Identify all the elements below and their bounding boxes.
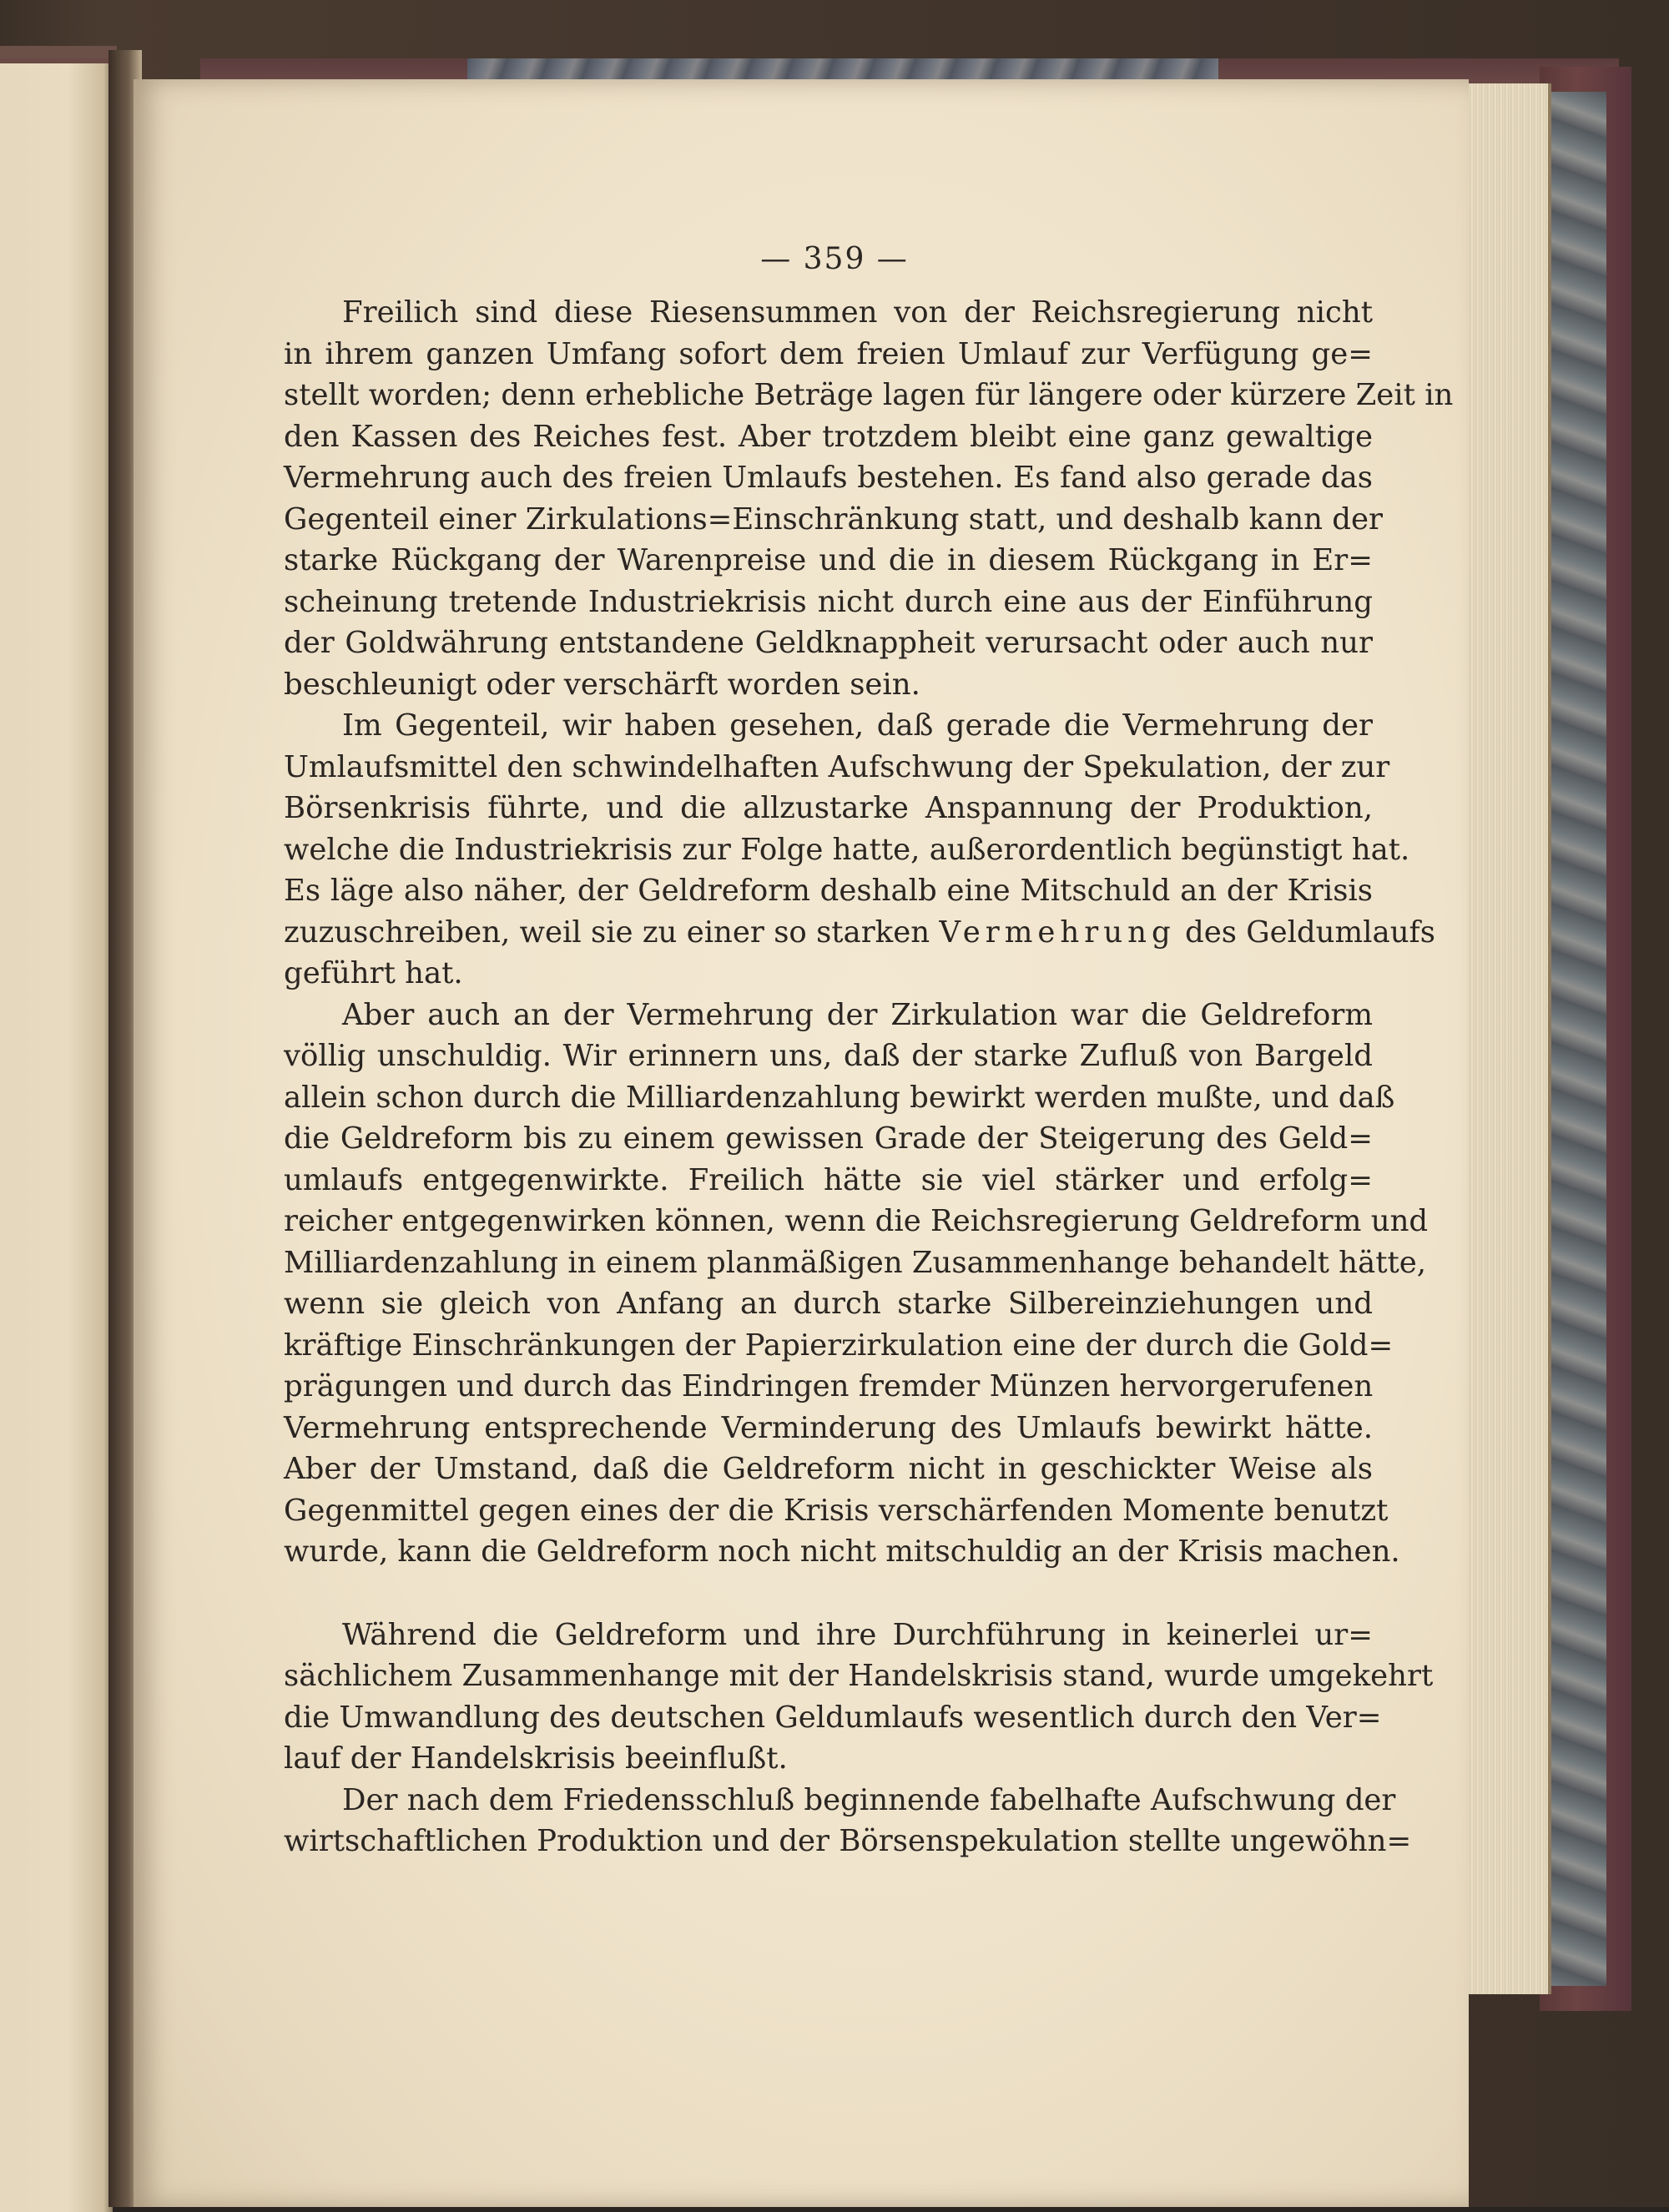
text-line: wirtschaftlichen Produktion und der Börsenspekulation stellte ungewöhn= <box>284 1824 1412 1858</box>
text-line: Während die Geldreform und ihre Durchführung in keinerlei ur= <box>342 1617 1373 1652</box>
text-line: wenn sie gleich von Anfang an durch starke Silbereinziehungen und <box>284 1287 1373 1321</box>
paragraph <box>284 1780 1412 1862</box>
text-line: umlaufs entgegenwirkte. Freilich hätte sie viel stärker und erfolg= <box>284 1162 1373 1197</box>
text-line: Börsenkrisis führte, und die allzustarke Anspannung der Produktion, <box>284 791 1373 825</box>
text-line: welche die Industriekrisis zur Folge hatte, außerordentlich begünstigt hat. <box>284 832 1410 867</box>
text-line: reicher entgegenwirken können, wenn die Reichsregierung Geldreform und <box>284 1204 1429 1238</box>
text-line: Gegenteil einer Zirkulations=Einschränkung statt, und deshalb kann der <box>284 501 1383 537</box>
text-line: die Geldreform bis zu einem gewissen Grade der Steigerung des Geld= <box>284 1121 1373 1156</box>
paragraph <box>284 995 1429 1573</box>
text-line: Aber auch an der Vermehrung der Zirkulation war die Geldreform <box>342 997 1373 1032</box>
text-line: Umlaufsmittel den schwindelhaften Aufschwung der Spekulation, der zur <box>284 749 1390 784</box>
text-line: allein schon durch die Milliardenzahlung bewirkt werden mußte, und daß <box>284 1080 1395 1115</box>
previous-page-edge <box>0 58 113 2212</box>
text-line: prägungen und durch das Eindringen fremder Münzen hervorgerufenen <box>284 1369 1374 1403</box>
text-line: Aber der Umstand, daß die Geldreform nicht in geschickter Weise als <box>284 1452 1373 1486</box>
text-line: in ihrem ganzen Umfang sofort dem freien Umlauf zur Verfügung ge= <box>284 336 1373 371</box>
text-line: der Goldwährung entstandene Geldknappheit verursacht oder auch nur <box>284 626 1373 660</box>
emphasized-word: Vermehrung <box>939 915 1176 950</box>
text-line: sächlichem Zusammenhange mit der Handelskrisis stand, wurde umgekehrt <box>284 1659 1434 1693</box>
paragraph <box>284 1615 1434 1780</box>
text-line: Vermehrung entsprechende Verminderung des Umlaufs bewirkt hätte. <box>284 1410 1373 1445</box>
page-text <box>284 292 1454 1862</box>
text-line: Es läge also näher, der Geldreform deshalb eine Mitschuld an der Krisis <box>284 874 1373 908</box>
text-line: geführt hat. <box>284 956 463 990</box>
text-line: starke Rückgang der Warenpreise und die in diesem Rückgang in Er= <box>284 543 1373 577</box>
paragraph <box>284 292 1454 705</box>
text-line: Vermehrung auch des freien Umlaufs bestehen. Es fand also gerade das <box>284 461 1373 495</box>
text-line: Gegenmittel gegen eines der die Krisis verschärfenden Momente benutzt <box>284 1493 1389 1528</box>
text-line: kräftige Einschränkungen der Papierzirkulation eine der durch die Gold= <box>284 1328 1394 1363</box>
text-line: stellt worden; denn erhebliche Beträge lagen für längere oder kürzere Zeit in <box>284 378 1454 412</box>
page-block-edges <box>1456 83 1551 1994</box>
text-line: lauf der Handelskrisis beeinflußt. <box>284 1741 788 1776</box>
marbled-paper-right <box>1548 92 1606 1986</box>
text-line: Freilich sind diese Riesensummen von der Reichsregierung nicht <box>342 295 1373 330</box>
text-line: Im Gegenteil, wir haben gesehen, daß gerade die Vermehrung der <box>342 708 1373 743</box>
section-gap <box>284 1573 1373 1615</box>
text-line: Milliardenzahlung in einem planmäßigen Zusammenhange behandelt hätte, <box>284 1245 1427 1280</box>
book-page <box>134 79 1469 2207</box>
text-line: den Kassen des Reiches fest. Aber trotzdem bleibt eine ganz gewaltige <box>284 419 1373 454</box>
text-line: zuzuschreiben, weil sie zu einer so starken Vermehrung des Geldumlaufs <box>284 915 1435 950</box>
text-line: beschleunigt oder verschärft worden sein. <box>284 667 920 702</box>
text-line: Der nach dem Friedensschluß beginnende fabelhafte Aufschwung der <box>342 1782 1396 1817</box>
page-number: — 359 — <box>760 242 909 276</box>
text-line: wurde, kann die Geldreform noch nicht mitschuldig an der Krisis machen. <box>284 1534 1400 1569</box>
text-line: völlig unschuldig. Wir erinnern uns, daß der starke Zufluß von Bargeld <box>284 1039 1373 1073</box>
text-line: scheinung tretende Industriekrisis nicht durch eine aus der Einführung <box>284 584 1373 619</box>
paragraph <box>284 705 1435 995</box>
text-line: die Umwandlung des deutschen Geldumlaufs wesentlich durch den Ver= <box>284 1700 1382 1735</box>
